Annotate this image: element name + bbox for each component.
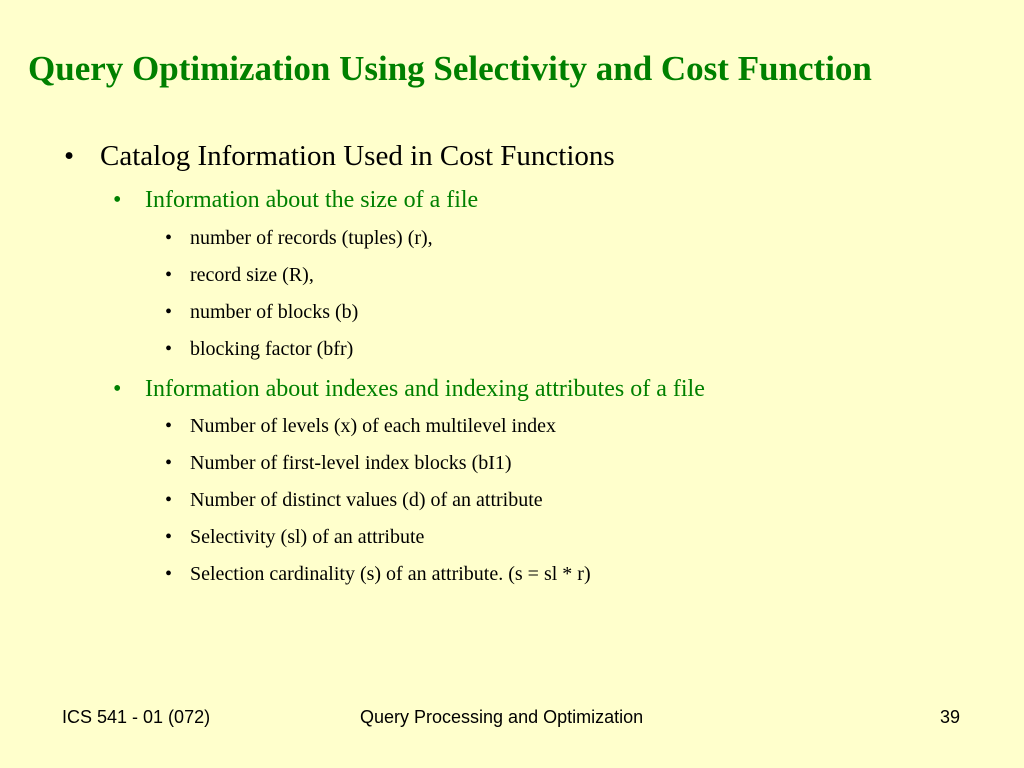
bullet-icon: •	[165, 452, 173, 474]
bullet-icon: •	[113, 376, 122, 402]
slide-title: Query Optimization Using Selectivity and Cost Function	[28, 49, 872, 88]
footer-course: ICS 541 - 01 (072)	[62, 707, 211, 727]
bullet-text: Catalog Information Used in Cost Functions	[100, 140, 615, 172]
bullet-text: Number of levels (x) of each multilevel index	[190, 415, 556, 437]
bullet-icon: •	[165, 489, 173, 511]
bullet-icon: •	[165, 301, 173, 323]
bullet-icon: •	[165, 563, 173, 585]
bullet-text: Selectivity (sl) of an attribute	[190, 526, 425, 548]
bullet-text: Selection cardinality (s) of an attribute. (s = sl * r)	[190, 563, 591, 585]
bullet-text: Information about indexes and indexing attributes of a file	[145, 376, 705, 402]
bullet-icon: •	[64, 140, 75, 172]
bullet-icon: •	[165, 227, 173, 249]
bullet-icon: •	[165, 415, 173, 437]
bullet-icon: •	[113, 187, 122, 213]
bullet-text: blocking factor (bfr)	[190, 338, 354, 360]
footer-topic: Query Processing and Optimization	[360, 707, 644, 727]
bullet-icon: •	[165, 264, 173, 286]
bullet-text: number of records (tuples) (r),	[190, 227, 433, 249]
bullet-icon: •	[165, 526, 173, 548]
footer-page-number: 39	[940, 707, 961, 727]
bullet-text: number of blocks (b)	[190, 301, 359, 323]
bullet-text: record size (R),	[190, 264, 314, 286]
bullet-text: Number of first-level index blocks (bI1)	[190, 452, 512, 474]
bullet-text: Number of distinct values (d) of an attribute	[190, 489, 543, 511]
bullet-text: Information about the size of a file	[145, 187, 479, 213]
bullet-icon: •	[165, 338, 173, 360]
